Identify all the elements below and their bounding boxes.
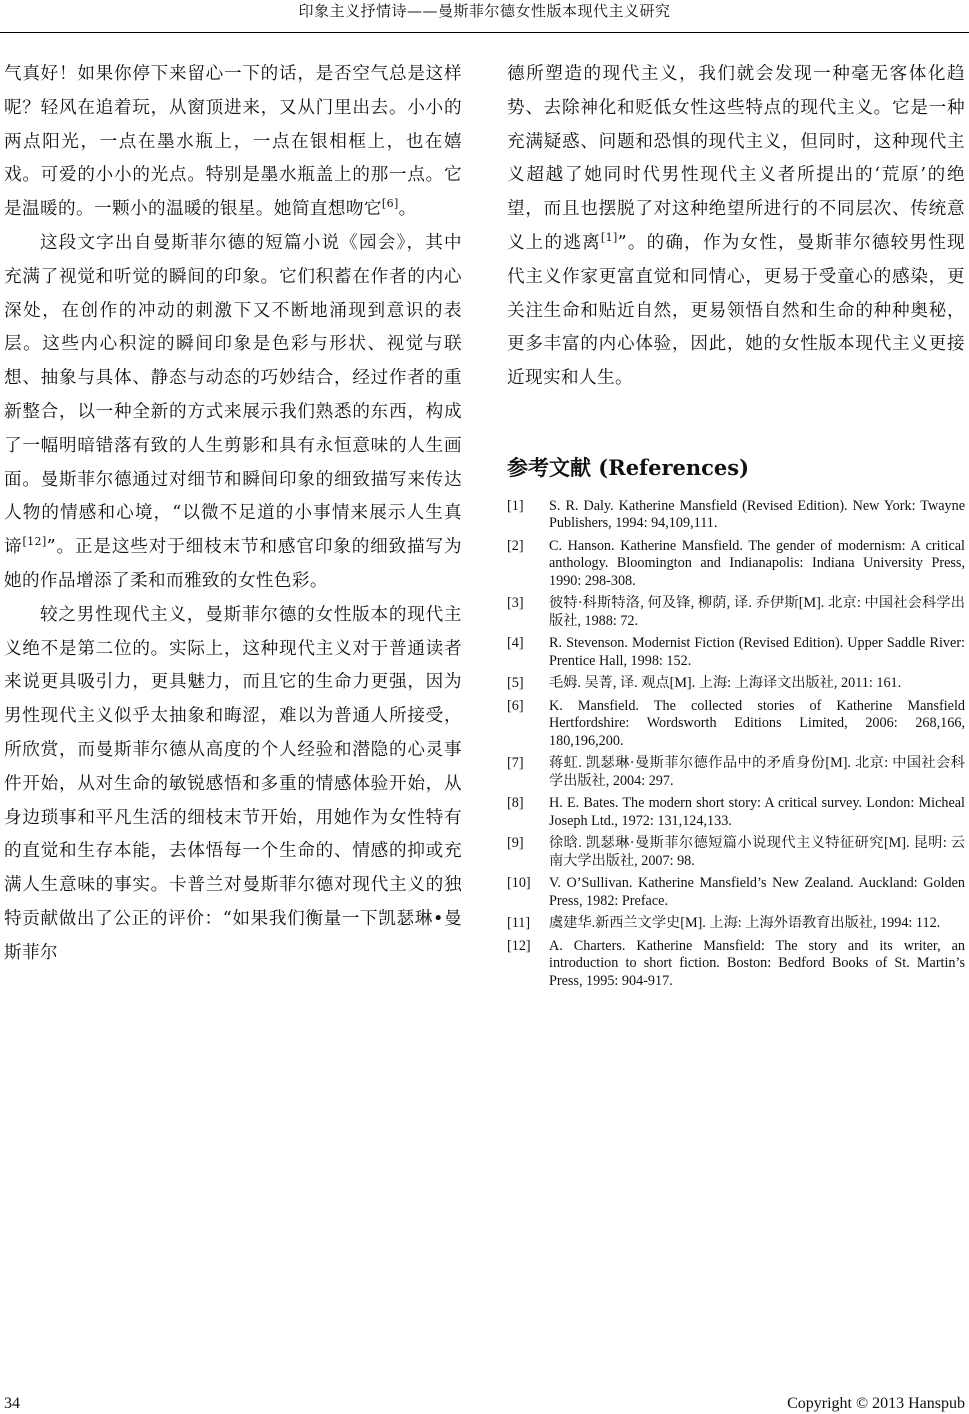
reference-number: [10] <box>507 875 531 892</box>
reference-text: 徐晗. 凯瑟琳·曼斯菲尔德短篇小说现代主义特征研究[M]. 昆明: 云南大学出版社, 2007: 98. <box>549 835 965 869</box>
reference-number: [1] <box>507 497 524 514</box>
citation-ref[interactable]: [12] <box>22 535 47 549</box>
reference-item <box>507 635 965 670</box>
references-heading: 参考文献 (References) <box>507 454 750 480</box>
reference-text: R. Stevenson. Modernist Fiction (Revised Edition). Upper Saddle River: Prentice Hall, 1998: 152. <box>549 635 965 669</box>
reference-number: [2] <box>507 537 524 554</box>
citation-ref[interactable]: [1] <box>600 231 618 245</box>
reference-text: 毛姆. 吴菁, 译. 观点[M]. 上海: 上海译文出版社, 2011: 161. <box>549 675 902 692</box>
running-header <box>0 0 969 33</box>
copyright-notice: Copyright © 2013 Hanspub <box>787 1395 965 1412</box>
reference-number: [9] <box>507 835 524 852</box>
body-paragraph <box>4 599 462 971</box>
citation-ref[interactable]: [6] <box>381 197 399 211</box>
page-number: 34 <box>4 1395 20 1412</box>
reference-text: C. Hanson. Katherine Mansfield. The gender of modernism: A critical anthology. Bloomington and Indianapolis: Indiana University Press, 1990: 298-308. <box>549 537 965 589</box>
paragraph-text: 德所塑造的现代主义，我们就会发现一种毫无客体化趋势、去除神化和贬低女性这些特点的现代主义。它是一种充满疑惑、问题和恐惧的现代主义，但同时，这种现代主义超越了她同时代男性现代主义者所提出的‘荒原’的绝望，而且也摆脱了对这种绝望所进行的不同层次、传统意义上的逃离 <box>507 64 965 253</box>
reference-item <box>507 915 965 933</box>
running-header-title: 印象主义抒情诗——曼斯菲尔德女性版本现代主义研究 <box>298 2 671 20</box>
reference-number: [12] <box>507 937 531 954</box>
reference-number: [8] <box>507 795 524 812</box>
reference-number: [5] <box>507 675 524 692</box>
reference-number: [11] <box>507 915 531 932</box>
reference-item <box>507 795 965 830</box>
reference-item <box>507 875 965 910</box>
body-paragraph <box>507 58 965 396</box>
reference-item <box>507 698 965 751</box>
reference-text: 虞建华.新西兰文学史[M]. 上海: 上海外语教育出版社, 1994: 112. <box>549 915 941 932</box>
right-column <box>507 58 965 995</box>
body-paragraph <box>4 227 462 599</box>
references-list <box>507 498 965 991</box>
reference-text: H. E. Bates. The modern short story: A critical survey. London: Micheal Joseph Ltd., 1972: 131,124,133. <box>549 795 965 829</box>
reference-number: [6] <box>507 697 524 714</box>
paragraph-tail: ”。的确，作为女性，曼斯菲尔德较男性现代主义作家更富直觉和同情心，更易于受童心的感染，更关注生命和贴近自然，更易领悟自然和生命的种种奥秘，更多丰富的内心体验，因此，她的女性版本现代主义更接近现实和人生。 <box>507 232 965 389</box>
paragraph-text: 气真好！如果你停下来留心一下的话，是否空气总是这样呢？轻风在追着玩，从窗顶进来，又从门里出去。小小的两点阳光，一点在墨水瓶上，一点在银相框上，也在嬉戏。可爱的小小的光点。特别是墨水瓶盖上的那一点。它是温暖的。一颗小的温暖的银星。她简直想吻它 <box>4 64 462 220</box>
reference-item <box>507 938 965 991</box>
reference-item <box>507 835 965 870</box>
reference-text: 蒋虹. 凯瑟琳·曼斯菲尔德作品中的矛盾身份[M]. 北京: 中国社会科学出版社, 2004: 297. <box>549 755 965 789</box>
reference-item <box>507 675 965 693</box>
reference-text: A. Charters. Katherine Mansfield: The story and its writer, an introduction to short fiction. Boston: Bedford Books of St. Martin’s Press, 1995: 904-917. <box>549 937 965 989</box>
paragraph-text: 这段文字出自曼斯菲尔德的短篇小说《园会》，其中充满了视觉和听觉的瞬间的印象。它们积蓄在作者的内心深处，在创作的冲动的刺激下又不断地涌现到意识的表层。这些内心积淀的瞬间印象是色彩与形状、视觉与联想、抽象与具体、静态与动态的巧妙结合，经过作者的重新整合，以一种全新的方式来展示我们熟悉的东西，构成了一幅明暗错落有致的人生剪影和具有永恒意味的人生画面。曼斯菲尔德通过对细节和瞬间印象的细致描写来传达人物的情感和心境，“以微不足道的小事情来展示人生真谛 <box>4 232 462 558</box>
reference-item <box>507 595 965 630</box>
reference-item <box>507 538 965 591</box>
reference-text: V. O’Sullivan. Katherine Mansfield’s New Zealand. Auckland: Golden Press, 1982: Preface. <box>549 875 965 909</box>
paragraph-tail: ”。正是这些对于细枝末节和感官印象的细致描写为她的作品增添了柔和而雅致的女性色彩。 <box>4 537 462 591</box>
reference-number: [4] <box>507 635 524 652</box>
reference-item <box>507 755 965 790</box>
reference-text: 彼特·科斯特洛, 何及锋, 柳荫, 译. 乔伊斯[M]. 北京: 中国社会科学出版社, 1988: 72. <box>549 595 965 629</box>
left-column <box>4 58 462 971</box>
reference-text: S. R. Daly. Katherine Mansfield (Revised Edition). New York: Twayne Publishers, 1994: 94,109,111. <box>549 497 965 532</box>
body-paragraph <box>4 58 462 227</box>
reference-text: K. Mansfield. The collected stories of Katherine Mansfield Hertfordshire: Wordsworth Editions Limited, 2006: 268,166, 180,196,200. <box>549 697 965 749</box>
reference-number: [7] <box>507 755 524 772</box>
paragraph-text: 较之男性现代主义，曼斯菲尔德的女性版本的现代主义绝不是第二位的。实际上，这种现代主义对于普通读者来说更具吸引力，更具魅力，而且它的生命力更强，因为男性现代主义似乎太抽象和晦涩，难以为普通人所接受，所欣赏，而曼斯菲尔德从高度的个人经验和潜隐的心灵事件开始，从对生命的敏锐感悟和多重的情感体验开始，从身边琐事和平凡生活的细枝末节开始，用她作为女性特有的直觉和生存本能，去体悟每一个生命的、情感的抑或充满人生意味的事实。卡普兰对曼斯菲尔德对现代主义的独特贡献做出了公正的评价：“如果我们衡量一下凯瑟琳•曼斯菲尔 <box>4 604 462 963</box>
reference-item <box>507 498 965 533</box>
reference-number: [3] <box>507 595 524 612</box>
paragraph-tail: 。 <box>398 199 417 220</box>
